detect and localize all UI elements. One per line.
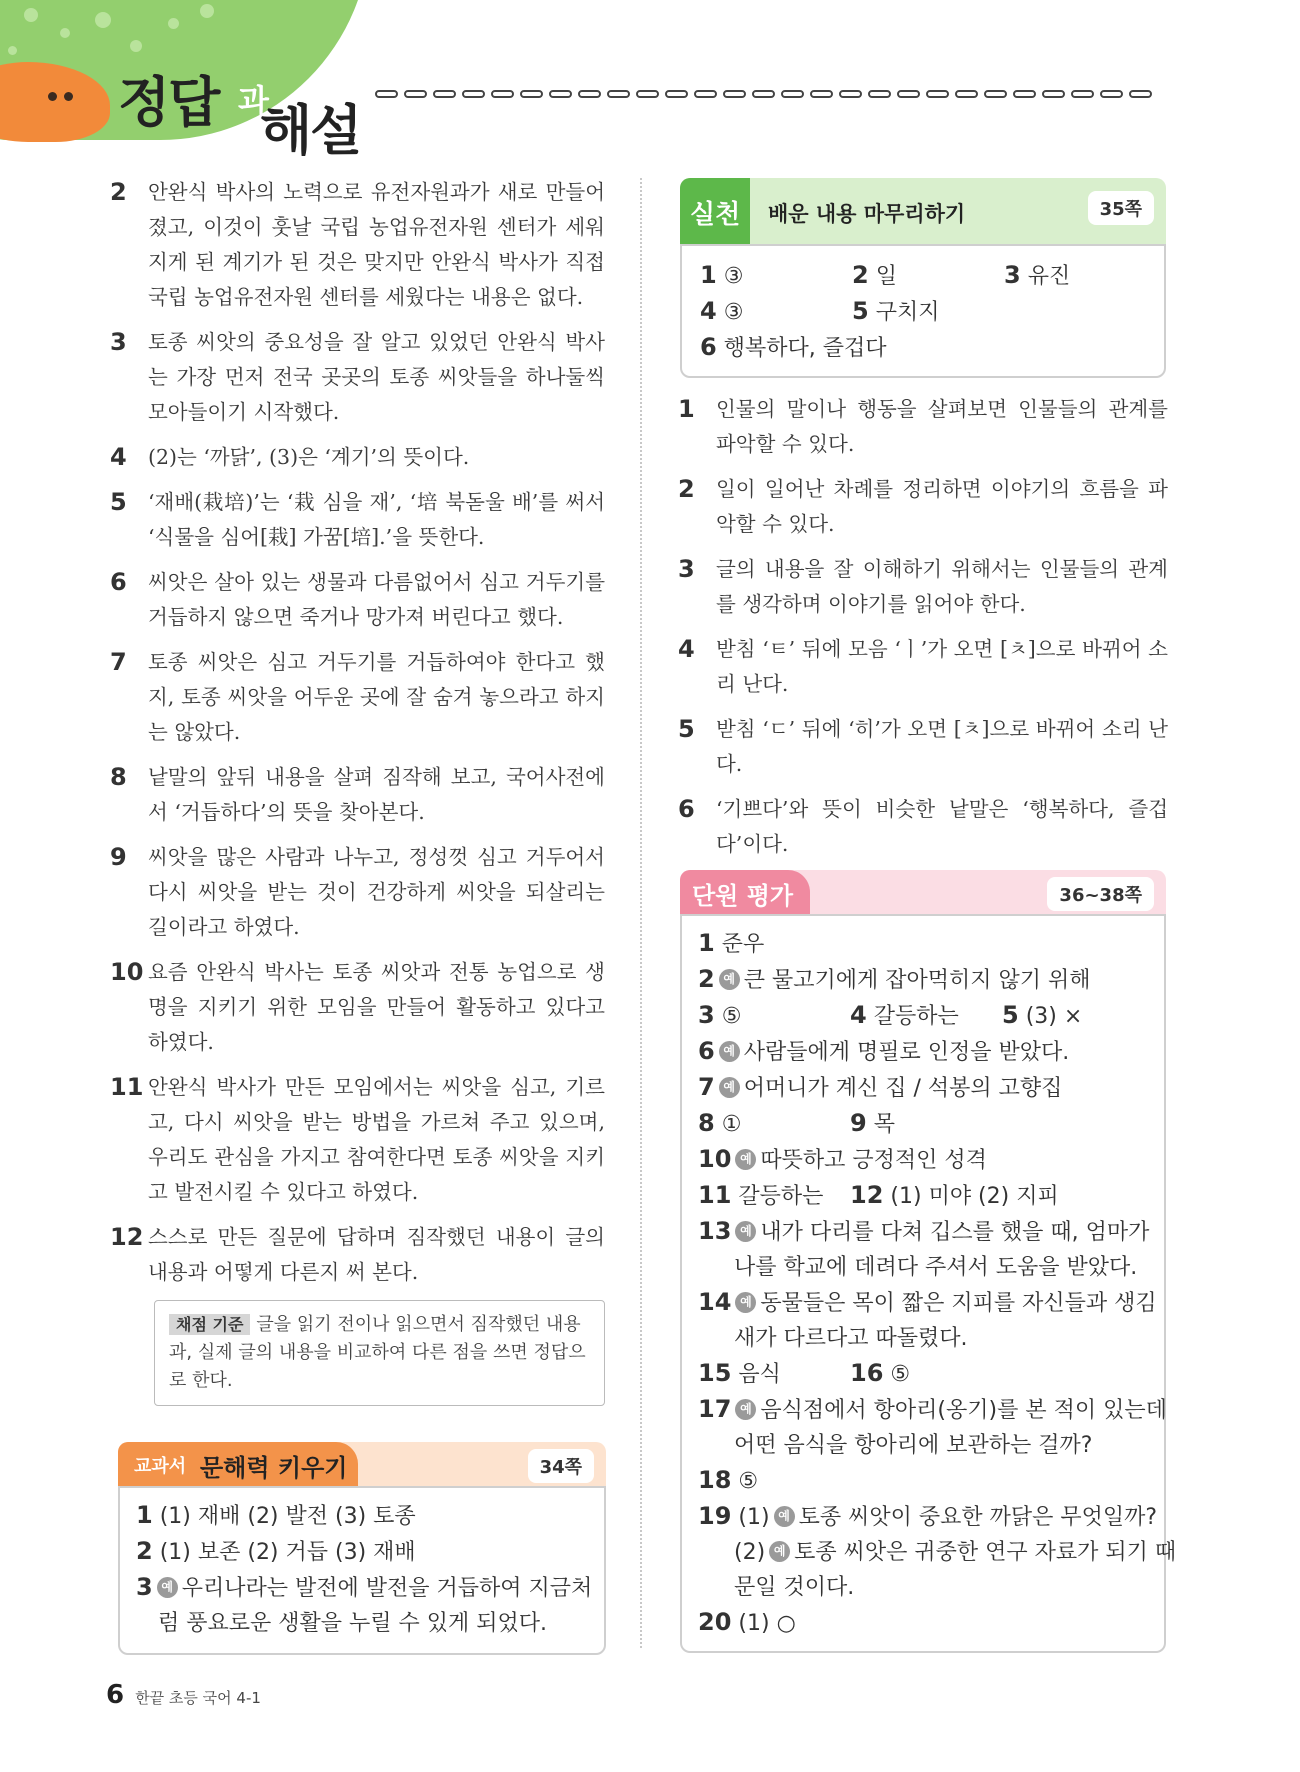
explanation-item — [110, 1070, 605, 1210]
explanation-item — [110, 485, 605, 555]
answer-line-continued: 새가 다르다고 따돌렸다. — [734, 1326, 968, 1351]
explanation-item — [110, 440, 605, 475]
explanation-item — [678, 392, 1168, 462]
dash-segment — [926, 90, 949, 98]
explanation-number: 9 — [110, 843, 127, 871]
dash-segment — [781, 90, 804, 98]
decor-dot — [60, 28, 70, 38]
explanation-text: 글의 내용을 잘 이해하기 위해서는 인물들의 관계를 생각하며 이야기를 읽어야 한다. — [716, 557, 1168, 616]
answer-line-continued: 럼 풍요로운 생활을 누릴 수 있게 되었다. — [158, 1611, 547, 1636]
example-mark-icon: 예 — [735, 1221, 756, 1242]
literacy-box-tab — [118, 1442, 358, 1486]
explanation-item — [110, 175, 605, 315]
literacy-box — [118, 1442, 606, 1655]
page-number: 6 — [106, 1680, 125, 1710]
example-mark-icon: 예 — [719, 1077, 740, 1098]
explanation-number: 12 — [110, 1223, 144, 1251]
dash-segment — [433, 90, 456, 98]
dash-segment — [636, 90, 659, 98]
answer-line-continued: 나를 학교에 데려다 주셔서 도움을 받았다. — [734, 1255, 1138, 1280]
explanation-number: 4 — [110, 443, 127, 471]
explanation-text: ‘재배(栽培)’는 ‘栽 심을 재’, ‘培 북돋울 배’를 써서 ‘식물을 심어[栽] 가꿈[培].’을 뜻한다. — [148, 490, 605, 549]
answer-line: 7 예 어머니가 계신 집 / 석봉의 고향집 — [698, 1073, 1063, 1101]
dash-segment — [1100, 90, 1123, 98]
example-mark-icon: 예 — [735, 1149, 756, 1170]
dash-segment — [984, 90, 1007, 98]
explanation-text: 낱말의 앞뒤 내용을 살펴 짐작해 보고, 국어사전에서 ‘거듭하다’의 뜻을 찾아본다. — [148, 765, 605, 824]
explanation-text: 요즘 안완식 박사는 토종 씨앗과 전통 농업으로 생명을 지키기 위한 모임을 만들어 활동하고 있다고 하였다. — [148, 960, 605, 1054]
example-mark-icon: 예 — [719, 1041, 740, 1062]
practice-box-title: 배운 내용 마무리하기 — [768, 202, 966, 226]
answer-line-continued: 어떤 음식을 항아리에 보관하는 걸까? — [734, 1433, 1093, 1458]
explanation-number: 1 — [678, 395, 695, 423]
example-mark-icon: 예 — [774, 1506, 795, 1527]
dash-segment — [578, 90, 601, 98]
dash-segment — [723, 90, 746, 98]
decor-dot — [8, 46, 17, 55]
page-footer — [106, 1680, 261, 1710]
explanation-item — [110, 645, 605, 750]
practice-box-page: 35쪽 — [1088, 191, 1154, 225]
literacy-box-header — [118, 1442, 606, 1486]
explanation-number: 11 — [110, 1073, 144, 1101]
explanation-item — [110, 840, 605, 945]
answer-line: 17 예 음식점에서 항아리(옹기)를 본 적이 있는데 — [698, 1395, 1167, 1423]
dash-segment — [868, 90, 891, 98]
dash-segment — [665, 90, 688, 98]
unit-box-title: 단원 평가 — [692, 882, 794, 910]
literacy-box-page: 34쪽 — [528, 1449, 594, 1483]
explanation-item — [678, 792, 1168, 862]
answer-line: 1 준우 — [698, 929, 765, 957]
answer-row: 15 음식 16 ⑤ — [698, 1359, 911, 1387]
grading-criteria-text: 글을 읽기 전이나 읽으면서 짐작했던 내용과, 실제 글의 내용을 비교하여 다른 점을 쓰면 정답으로 한다. — [169, 1314, 586, 1391]
explanation-text: 안완식 박사의 노력으로 유전자원과가 새로 만들어졌고, 이것이 훗날 국립 농업유전자원 센터가 세워지게 된 계기가 된 것은 맞지만 안완식 박사가 직접 국립 농업유전자원 센터를 세웠다는 내용은 없다. — [148, 180, 605, 309]
explanation-number: 5 — [678, 715, 695, 743]
example-mark-icon: 예 — [719, 969, 740, 990]
unit-box-header — [680, 870, 1166, 914]
explanation-number: 3 — [678, 555, 695, 583]
dash-segment — [520, 90, 543, 98]
dash-segment — [491, 90, 514, 98]
dash-segment — [810, 90, 833, 98]
answer-line: 1 (1) 재배 (2) 발전 (3) 토종 — [136, 1501, 416, 1529]
explanation-text: 받침 ‘ㄷ’ 뒤에 ‘히’가 오면 [ㅊ]으로 바뀌어 소리 난다. — [716, 717, 1168, 776]
decor-dot — [130, 40, 142, 52]
explanation-number: 3 — [110, 328, 127, 356]
answer-row: 8 ① 9 목 — [698, 1109, 895, 1137]
explanation-text: 씨앗을 많은 사람과 나누고, 정성껏 심고 거두어서 다시 씨앗을 받는 것이 건강하게 씨앗을 되살리는 길이라고 하였다. — [148, 845, 605, 939]
answer-line: 10 예 따뜻하고 긍정적인 성격 — [698, 1145, 987, 1173]
example-mark-icon: 예 — [157, 1577, 178, 1598]
answer-row: 6 행복하다, 즐겁다 — [700, 333, 887, 361]
answer-line: 18 ⑤ — [698, 1466, 759, 1494]
answer-line: (2) 예 토종 씨앗은 귀중한 연구 자료가 되기 때 — [734, 1540, 1177, 1565]
explanation-number: 10 — [110, 958, 144, 986]
explanation-number: 7 — [110, 648, 127, 676]
explanation-number: 6 — [110, 568, 127, 596]
column-divider — [640, 178, 642, 1648]
answer-line: 6 예 사람들에게 명필로 인정을 받았다. — [698, 1037, 1070, 1065]
dash-segment — [1129, 90, 1152, 98]
explanation-text: 일이 일어난 차례를 정리하면 이야기의 흐름을 파악할 수 있다. — [716, 477, 1168, 536]
explanation-item — [678, 632, 1168, 702]
example-mark-icon: 예 — [735, 1399, 756, 1420]
decor-dot — [200, 4, 214, 18]
explanation-number: 2 — [110, 178, 127, 206]
explanation-number: 5 — [110, 488, 127, 516]
explanation-list — [110, 175, 605, 1290]
dash-segment — [549, 90, 572, 98]
explanation-number: 6 — [678, 795, 695, 823]
answer-row: 11 갈등하는 12 (1) 미야 (2) 지피 — [698, 1181, 1059, 1209]
decor-dot — [168, 18, 179, 29]
answer-line: 19 (1) 예 토종 씨앗이 중요한 까닭은 무엇일까? — [698, 1502, 1158, 1530]
explanation-item — [678, 712, 1168, 782]
practice-box — [680, 178, 1166, 378]
answer-line: 20 (1) ○ — [698, 1608, 796, 1636]
grading-criteria-badge: 채점 기준 — [169, 1314, 250, 1335]
answer-line: 2 예 큰 물고기에게 잡아먹히지 않기 위해 — [698, 965, 1091, 993]
explanation-item — [110, 325, 605, 430]
explanation-item — [110, 565, 605, 635]
title-explanation: 해설 — [260, 99, 361, 162]
decor-dot — [95, 12, 111, 28]
dash-segment — [1071, 90, 1094, 98]
explanation-item — [678, 552, 1168, 622]
dash-segment — [839, 90, 862, 98]
unit-box-tab — [680, 870, 810, 914]
explanation-number: 4 — [678, 635, 695, 663]
dash-segment — [404, 90, 427, 98]
header-dash-divider — [375, 90, 1165, 104]
dash-segment — [462, 90, 485, 98]
left-column — [110, 175, 605, 1406]
explanation-item — [678, 472, 1168, 542]
explanation-text: 씨앗은 살아 있는 생물과 다름없어서 심고 거두기를 거듭하지 않으면 죽거나 망가져 버린다고 했다. — [148, 570, 605, 629]
explanation-text: 스스로 만든 질문에 답하며 짐작했던 내용이 글의 내용과 어떻게 다른지 써 본다. — [148, 1225, 605, 1284]
answer-row: 4 ③ 5 구치지 — [700, 297, 940, 325]
right-explanation-list — [678, 392, 1168, 872]
title-and: 과 — [238, 82, 269, 120]
dash-segment — [694, 90, 717, 98]
practice-box-body — [680, 244, 1166, 378]
explanation-text: 인물의 말이나 행동을 살펴보면 인물들의 관계를 파악할 수 있다. — [716, 397, 1168, 456]
explanation-item — [110, 760, 605, 830]
explanation-text: 토종 씨앗은 심고 거두기를 거듭하여야 한다고 했지, 토종 씨앗을 어두운 곳에 잘 숨겨 놓으라고 하지는 않았다. — [148, 650, 605, 744]
answer-line: 3 예 우리나라는 발전에 발전을 거듭하여 지금처 — [136, 1573, 593, 1601]
explanation-text: (2)는 ‘까닭’, (3)은 ‘계기’의 뜻이다. — [148, 445, 470, 469]
answer-row: 3 ⑤ 4 갈등하는 5 (3) × — [698, 1001, 1083, 1029]
explanation-text: 토종 씨앗의 중요성을 잘 알고 있었던 안완식 박사는 가장 먼저 전국 곳곳의 토종 씨앗들을 하나둘씩 모아들이기 시작했다. — [148, 330, 605, 424]
practice-box-tag: 실천 — [680, 178, 750, 244]
dash-segment — [375, 90, 398, 98]
example-mark-icon: 예 — [735, 1292, 756, 1313]
explanation-text: 안완식 박사가 만든 모임에서는 씨앗을 심고, 기르고, 다시 씨앗을 받는 방법을 가르쳐 주고 있으며, 우리도 관심을 가지고 참여한다면 토종 씨앗을 지키고 발전시킬 수 있다고 하였다. — [148, 1075, 605, 1204]
grading-criteria-box — [154, 1300, 605, 1406]
explanation-text: ‘기쁘다’와 뜻이 비슷한 낱말은 ‘행복하다, 즐겁다’이다. — [716, 797, 1168, 856]
decor-dot — [24, 8, 38, 22]
dash-segment — [955, 90, 978, 98]
dash-segment — [1013, 90, 1036, 98]
explanation-item — [110, 955, 605, 1060]
practice-box-header — [680, 178, 1166, 244]
unit-box-page: 36~38쪽 — [1047, 877, 1154, 911]
unit-evaluation-box — [680, 870, 1177, 1653]
dash-segment — [1042, 90, 1065, 98]
title-answer: 정답 — [118, 71, 219, 134]
literacy-box-body — [118, 1486, 606, 1655]
answer-line: 2 (1) 보존 (2) 거듭 (3) 재배 — [136, 1537, 416, 1565]
example-mark-icon: 예 — [769, 1541, 790, 1562]
answer-line: 14 예 동물들은 목이 짧은 지피를 자신들과 생김 — [698, 1288, 1157, 1316]
answer-line-continued: 문일 것이다. — [734, 1575, 855, 1600]
literacy-box-title: 문해력 키우기 — [200, 1454, 348, 1482]
explanation-text: 받침 ‘ㅌ’ 뒤에 모음 ‘ㅣ’가 오면 [ㅊ]으로 바뀌어 소리 난다. — [716, 637, 1168, 696]
book-title: 한끝 초등 국어 4-1 — [135, 1689, 261, 1707]
dash-segment — [897, 90, 920, 98]
explanation-item — [110, 1220, 605, 1290]
answer-row: 1 ③ 2 일 3 유진 — [700, 261, 1071, 289]
dash-segment — [752, 90, 775, 98]
unit-box-body — [680, 914, 1177, 1653]
explanation-number: 2 — [678, 475, 695, 503]
explanation-number: 8 — [110, 763, 127, 791]
literacy-box-prefix: 교과서 — [134, 1456, 187, 1477]
answer-line: 13 예 내가 다리를 다쳐 깁스를 했을 때, 엄마가 — [698, 1217, 1150, 1245]
dash-segment — [607, 90, 630, 98]
